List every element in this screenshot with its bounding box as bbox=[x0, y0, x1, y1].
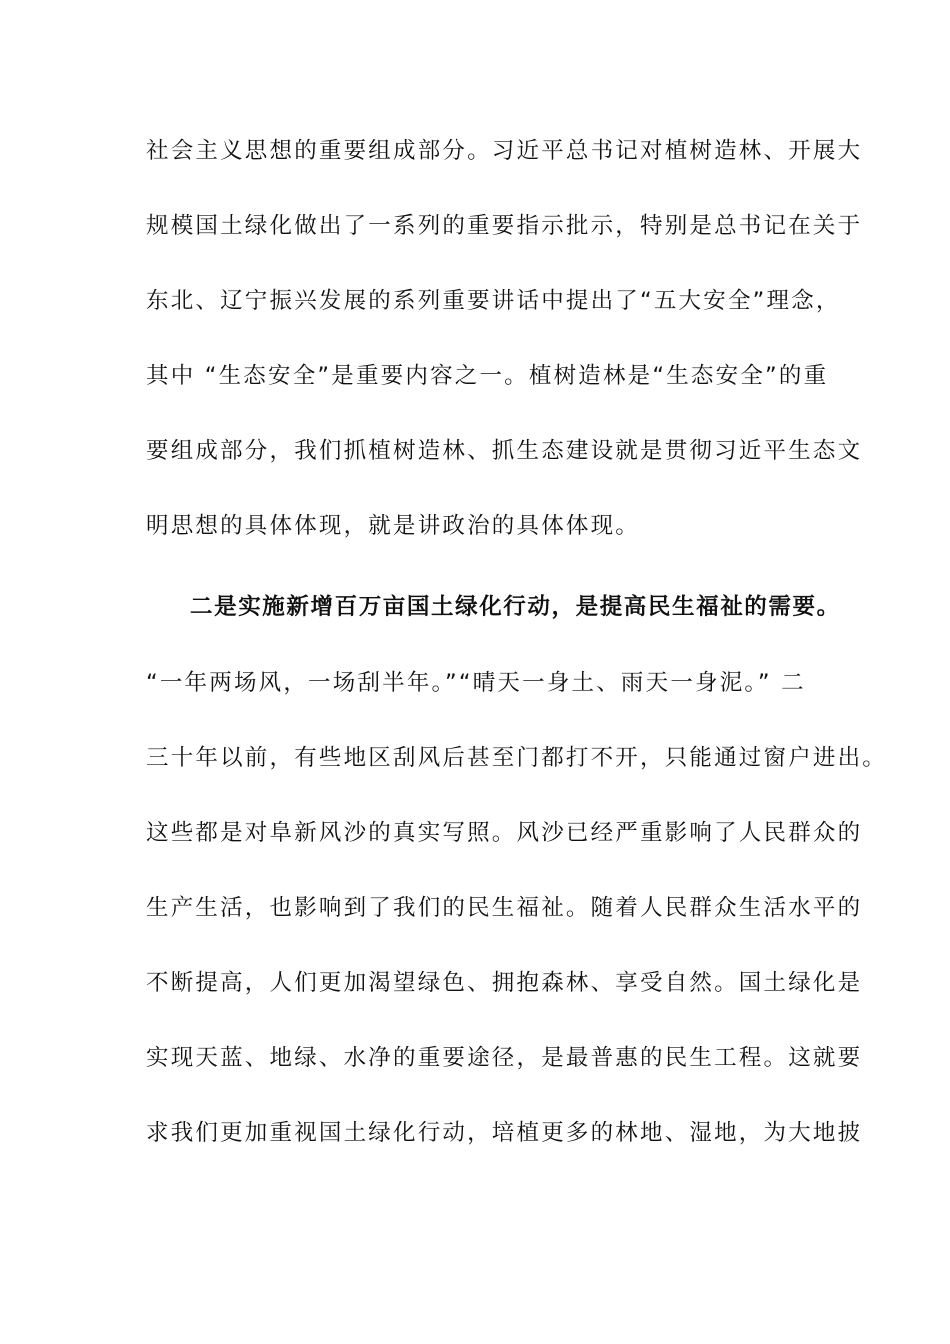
paragraph-line: 生产生活，也影响到了我们的民生福祉。随着人民群众生活水平的 bbox=[146, 895, 863, 921]
paragraph-line: 不断提高，人们更加渴望绿色、拥抱森林、享受自然。国土绿化是 bbox=[146, 970, 863, 996]
paragraph-line: 东北、辽宁振兴发展的系列重要讲话中提出了“五大安全”理念， bbox=[146, 288, 841, 314]
paragraph-line: 明思想的具体体现，就是讲政治的具体体现。 bbox=[146, 513, 641, 539]
paragraph-line: 其中 “生态安全”是重要内容之一。植树造林是“生态安全”的重 bbox=[146, 363, 829, 389]
paragraph-line: 社会主义思想的重要组成部分。习近平总书记对植树造林、开展大 bbox=[146, 138, 863, 164]
paragraph-line: “一年两场风，一场刮半年。”“晴天一身土、雨天一身泥。” 二 bbox=[146, 670, 806, 696]
paragraph-line: 实现天蓝、地绿、水净的重要途径，是最普惠的民生工程。这就要 bbox=[146, 1045, 863, 1071]
section-heading: 二是实施新增百万亩国土绿化行动，是提高民生福祉的需要。 bbox=[190, 594, 841, 620]
paragraph-line: 要组成部分，我们抓植树造林、抓生态建设就是贯彻习近平生态文 bbox=[146, 438, 863, 464]
paragraph-line: 三十年以前，有些地区刮风后甚至门都打不开，只能通过窗户进出。 bbox=[146, 745, 888, 771]
paragraph-line: 求我们更加重视国土绿化行动，培植更多的林地、湿地，为大地披 bbox=[146, 1120, 863, 1146]
paragraph-line: 规模国土绿化做出了一系列的重要指示批示，特别是总书记在关于 bbox=[146, 213, 863, 239]
paragraph-line: 这些都是对阜新风沙的真实写照。风沙已经严重影响了人民群众的 bbox=[146, 820, 863, 846]
